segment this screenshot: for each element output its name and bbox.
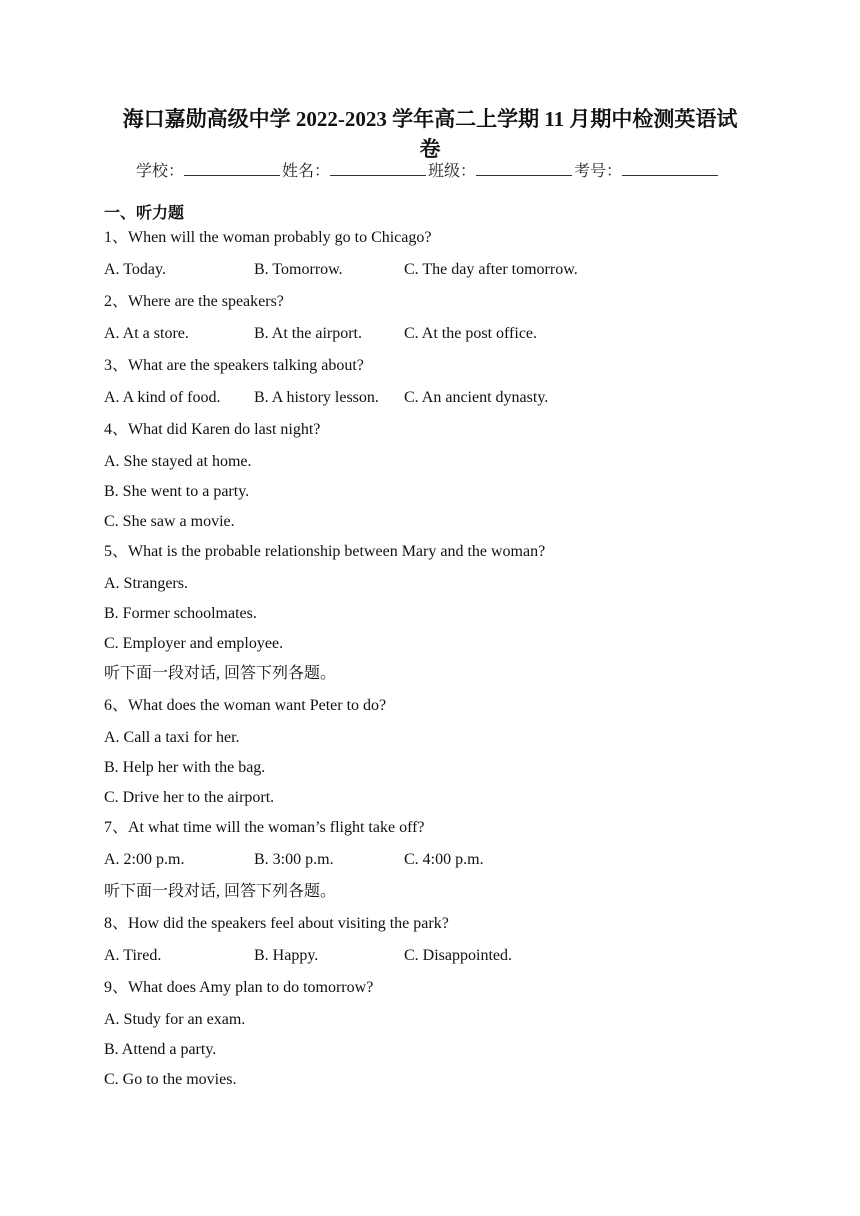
- option-c: C. At the post office.: [404, 325, 538, 342]
- option-c: C. An ancient dynasty.: [404, 389, 549, 406]
- question-4-options: [104, 450, 764, 534]
- option-a: A. 2:00 p.m.: [104, 851, 185, 868]
- option-a: A. She stayed at home.: [104, 453, 252, 470]
- question-7: 7、At what time will the woman’s flight take off?: [104, 819, 425, 836]
- option-b: B. Former schoolmates.: [104, 605, 257, 622]
- option-b: B. At the airport.: [254, 325, 362, 342]
- number-blank[interactable]: [622, 160, 718, 176]
- option-b: B. 3:00 p.m.: [254, 851, 334, 868]
- option-b: B. Happy.: [254, 947, 319, 964]
- question-4: 4、What did Karen do last night?: [104, 421, 321, 438]
- question-7-options: [104, 848, 764, 872]
- option-c: C. Drive her to the airport.: [104, 789, 275, 806]
- option-c: C. 4:00 p.m.: [404, 851, 484, 868]
- number-label: 考号：: [574, 163, 623, 180]
- school-blank[interactable]: [184, 160, 280, 176]
- option-a: A. Today.: [104, 261, 166, 278]
- option-c: C. She saw a movie.: [104, 513, 235, 530]
- question-9-options: [104, 1008, 764, 1092]
- name-label: 姓名：: [282, 163, 331, 180]
- class-blank[interactable]: [476, 160, 572, 176]
- section-heading: 一、听力题: [104, 205, 185, 222]
- option-b: B. She went to a party.: [104, 483, 250, 500]
- option-b: B. Attend a party.: [104, 1041, 217, 1058]
- instruction-note: 听下面一段对话, 回答下列各题。: [104, 883, 337, 900]
- name-blank[interactable]: [330, 160, 426, 176]
- class-label: 班级：: [428, 163, 477, 180]
- question-8: 8、How did the speakers feel about visiting the park?: [104, 915, 449, 932]
- student-info-line: [136, 160, 756, 184]
- option-c: C. Go to the movies.: [104, 1071, 237, 1088]
- question-1-options: [104, 258, 764, 282]
- option-a: A. Call a taxi for her.: [104, 729, 240, 746]
- section-listening: [104, 202, 764, 1098]
- title-line-1: 海口嘉勋高级中学 2022-2023 学年高二上学期 11 月期中检测英语试: [122, 107, 738, 131]
- question-3-options: [104, 386, 764, 410]
- title-line-2: 卷: [419, 137, 441, 161]
- option-a: A. At a store.: [104, 325, 189, 342]
- question-6-options: [104, 726, 764, 810]
- question-6: 6、What does the woman want Peter to do?: [104, 697, 387, 714]
- option-b: B. Help her with the bag.: [104, 759, 266, 776]
- instruction-note: 听下面一段对话, 回答下列各题。: [104, 665, 337, 682]
- option-a: A. Study for an exam.: [104, 1011, 246, 1028]
- question-5: 5、What is the probable relationship between Mary and the woman?: [104, 543, 546, 560]
- question-1: 1、When will the woman probably go to Chicago?: [104, 229, 432, 246]
- exam-title: [100, 104, 760, 164]
- option-c: C. The day after tomorrow.: [404, 261, 578, 278]
- school-label: 学校：: [136, 163, 185, 180]
- question-9: 9、What does Amy plan to do tomorrow?: [104, 979, 374, 996]
- option-b: B. Tomorrow.: [254, 261, 343, 278]
- question-8-options: [104, 944, 764, 968]
- question-3: 3、What are the speakers talking about?: [104, 357, 364, 374]
- option-b: B. A history lesson.: [254, 389, 379, 406]
- question-5-options: [104, 572, 764, 656]
- option-c: C. Disappointed.: [404, 947, 512, 964]
- option-a: A. A kind of food.: [104, 389, 221, 406]
- question-2-options: [104, 322, 764, 346]
- option-a: A. Tired.: [104, 947, 162, 964]
- option-c: C. Employer and employee.: [104, 635, 284, 652]
- question-2: 2、Where are the speakers?: [104, 293, 284, 310]
- option-a: A. Strangers.: [104, 575, 188, 592]
